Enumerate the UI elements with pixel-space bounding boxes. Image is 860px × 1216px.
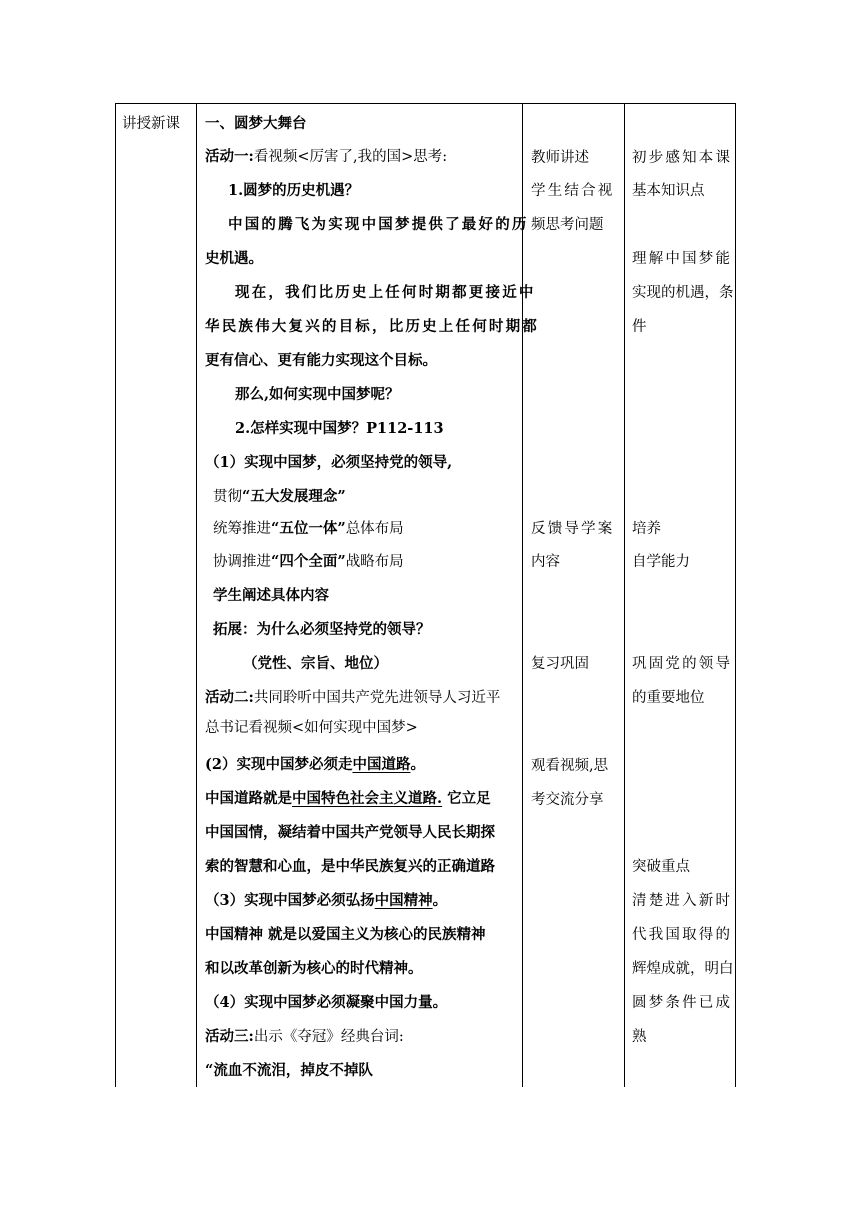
main-text-line: 中国的腾飞为实现中国梦提供了最好的历 [228, 216, 529, 233]
main-text-line: 中国精神 就是以爱国主义为核心的民族精神 [205, 926, 486, 943]
main-text-line: 总书记看视频<如何实现中国梦> [205, 720, 418, 736]
point-1-detail [213, 487, 346, 507]
teacher-activity: 复习巩固 [531, 656, 589, 672]
point-underlined: 中国精神 [374, 892, 433, 909]
detail-suffix: 战略布局 [345, 554, 404, 570]
design-intent: 的重要地位 [632, 690, 705, 706]
point-underlined: 中国特色社会主义道路. [292, 790, 443, 807]
question-2: 2.怎样实现中国梦？P112-113 [235, 420, 444, 437]
point-1: （1）实现中国梦，必须坚持党的领导, [205, 454, 453, 471]
main-text-line: 更有信心、更有能力实现这个目标。 [205, 352, 437, 369]
design-intent: 理解中国梦能 [632, 251, 733, 267]
design-intent: 实现的机遇，条 [632, 285, 734, 301]
table-border-right [735, 103, 736, 1087]
point-text: 中国道路就是 [205, 790, 292, 807]
quote-line: “流血不流泪，掉皮不掉队 [205, 1062, 373, 1079]
main-text-line: 华民族伟大复兴的目标，比历史上任何时期都 [205, 318, 539, 335]
main-text-line: 索的智慧和心血，是中华民族复兴的正确道路 [205, 858, 495, 875]
main-text-line [205, 789, 491, 809]
design-intent: 巩固党的领导 [632, 656, 733, 672]
point-1-detail [213, 552, 404, 572]
design-intent: 辉煌成就，明白 [632, 961, 734, 977]
teacher-activity: 教师讲述 [531, 150, 589, 166]
activity-three-text: 出示《夺冠》经典台词: [253, 1029, 404, 1045]
point-1-detail [213, 519, 404, 539]
design-intent: 突破重点 [632, 859, 690, 875]
detail-prefix: 协调推进 [213, 554, 271, 570]
detail-prefix: 统筹推进 [213, 521, 271, 537]
detail-keyword: “四个全面” [271, 553, 346, 570]
main-text-line: 史机遇。 [205, 250, 263, 267]
design-intent: 圆梦条件已成 [632, 995, 733, 1011]
teacher-activity: 观看视频,思 [531, 758, 609, 774]
teacher-activity: 内容 [531, 554, 560, 570]
design-intent: 件 [632, 319, 647, 335]
table-border-left [115, 103, 116, 1087]
table-top-border [115, 103, 735, 104]
main-text-line: 学生阐述具体内容 [213, 587, 329, 604]
design-intent: 自学能力 [632, 554, 690, 570]
teacher-activity: 反馈导学案 [531, 521, 615, 537]
activity-one-line [205, 147, 447, 167]
point-text: 。 [432, 892, 448, 909]
activity-two-line [205, 688, 500, 708]
activity-two-text: 共同聆听中国共产党先进领导人习近平 [253, 690, 501, 706]
main-text-line: 和以改革创新为核心的时代精神。 [205, 960, 423, 977]
detail-keyword: “五大发展理念” [242, 488, 346, 505]
teacher-activity: 考交流分享 [531, 792, 604, 808]
question-1: 1.圆梦的历史机遇？ [228, 182, 360, 199]
design-intent: 初步感知本课 [632, 150, 733, 166]
point-4: （4）实现中国梦必须凝聚中国力量。 [205, 994, 448, 1011]
detail-suffix: 总体布局 [345, 521, 404, 537]
extension-question: 拓展：为什么必须坚持党的领导？ [213, 621, 431, 638]
heading-stage: 一、圆梦大舞台 [205, 115, 307, 132]
design-intent: 培养 [632, 521, 661, 537]
point-underlined: 中国道路 [352, 756, 411, 773]
point-text: 它立足 [442, 790, 491, 807]
activity-one-text: 看视频<厉害了,我的国>思考: [253, 149, 448, 165]
point-text: （3）实现中国梦必须弘扬 [205, 892, 375, 909]
point-2 [205, 755, 425, 775]
table-border-col3 [522, 103, 523, 1087]
activity-three-label: 活动三: [205, 1028, 254, 1045]
activity-two-label: 活动二: [205, 689, 254, 706]
table-border-col2 [196, 103, 197, 1087]
extension-hint: （党性、宗旨、地位） [243, 655, 388, 672]
main-text-line: 中国国情，凝结着中国共产党领导人民长期探 [205, 824, 495, 841]
design-intent: 代我国取得的 [632, 927, 733, 943]
activity-one-label: 活动一: [205, 148, 254, 165]
section-label: 讲授新课 [122, 116, 180, 132]
table-border-col4 [624, 103, 625, 1087]
detail-prefix: 贯彻 [213, 489, 242, 505]
teacher-activity: 学生结合视 [531, 183, 615, 199]
activity-three-line [205, 1027, 404, 1047]
teacher-activity: 频思考问题 [531, 217, 604, 233]
point-3 [205, 891, 447, 911]
design-intent: 清楚进入新时 [632, 893, 733, 909]
main-text-line: 那么,如何实现中国梦呢？ [235, 386, 400, 403]
point-text: (2）实现中国梦必须走 [205, 756, 353, 773]
main-text-line: 现在，我们比历史上任何时期都更接近中 [235, 284, 536, 301]
detail-keyword: “五位一体” [271, 520, 346, 537]
point-text: 。 [410, 756, 425, 773]
design-intent: 基本知识点 [632, 183, 705, 199]
design-intent: 熟 [632, 1029, 647, 1045]
